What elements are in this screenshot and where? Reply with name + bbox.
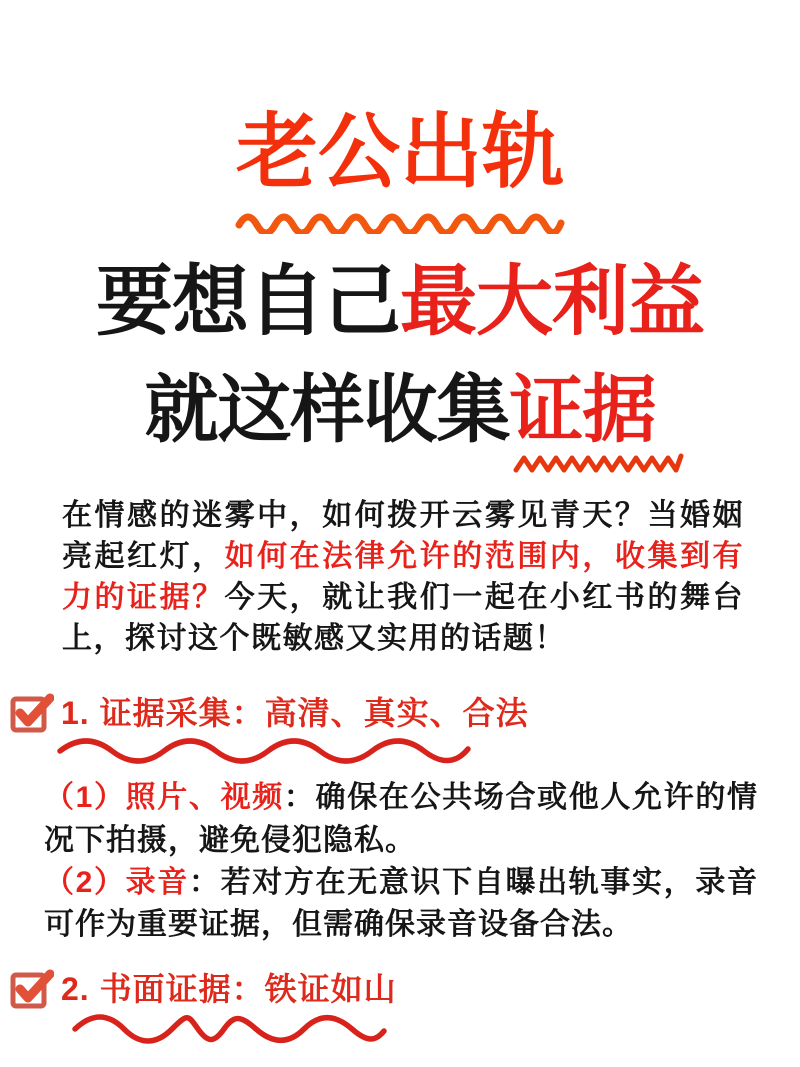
section-evidence-collection	[0, 689, 800, 946]
subtitle-red-text: 最大利益	[400, 259, 704, 345]
item-2-text: ：若对方在无意识下自曝出轨事实，录音可作为重要证据，但需确保录音设备合法。	[44, 865, 758, 942]
section-2-header	[8, 965, 800, 1011]
intro-paragraph	[62, 495, 744, 659]
section-1-title: 1. 证据采集：高清、真实、合法	[61, 695, 529, 732]
item-1-text: ：确保在公共场合或他人允许的情况下拍摄，避免侵犯隐私。	[44, 781, 758, 857]
intro-red-text: 如何在法律允许的范围内，收集到有力的证据？	[62, 540, 744, 615]
wavy-underline-icon	[235, 204, 565, 234]
hero-section	[0, 107, 800, 451]
section-written-evidence	[0, 965, 800, 1047]
list-item	[44, 862, 758, 947]
zigzag-underline-icon	[512, 449, 684, 477]
list-item	[44, 777, 758, 862]
wavy-underline-icon	[54, 735, 474, 767]
intro-black-text-2: 今天，就让我们一起在小红书的舞台上，探讨这个既敏感又实用的话题！	[62, 581, 744, 656]
section-1-items	[44, 777, 758, 946]
wavy-underline-icon	[70, 1011, 390, 1047]
check-square-icon	[8, 689, 54, 735]
subtitle2-black-text: 就这样收集	[144, 368, 510, 451]
item-1-label: （1）照片、视频	[44, 781, 284, 815]
section-1-header	[8, 689, 800, 735]
check-square-icon	[8, 965, 54, 1011]
subtitle-line-1	[0, 259, 800, 345]
subtitle-black-text: 要想自己	[96, 259, 400, 345]
intro-black-text-1: 在情感的迷雾中，如何拨开云雾见青天？当婚姻亮起红灯，	[62, 499, 744, 574]
item-2-label: （2）录音	[44, 865, 189, 899]
main-title: 老公出轨	[235, 107, 564, 198]
section-2-title: 2. 书面证据：铁证如山	[61, 970, 397, 1007]
subtitle-line-2	[0, 368, 800, 451]
evidence-word: 证据	[510, 373, 656, 447]
